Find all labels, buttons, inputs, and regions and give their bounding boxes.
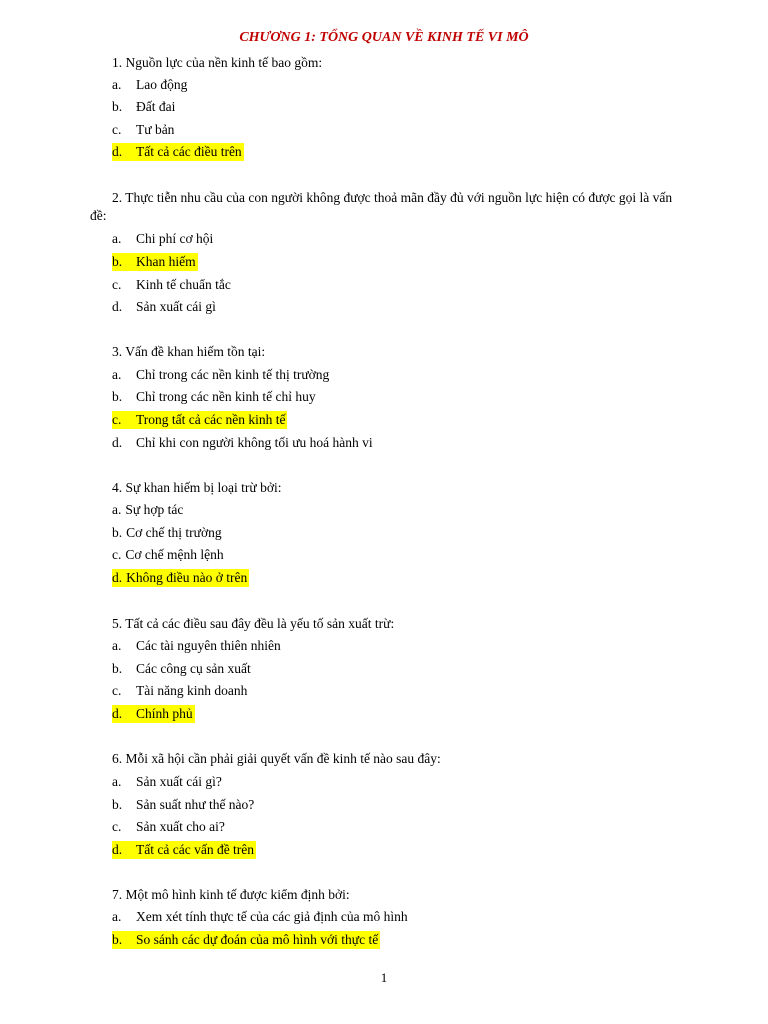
question-3: 3. Vấn đề khan hiếm tồn tại: <box>112 344 266 359</box>
option-6a: a. Sản xuất cái gì? <box>112 774 222 789</box>
option-1d-correct: d. Tất cả các điều trên <box>112 144 242 159</box>
option-5a: a. Các tài nguyên thiên nhiên <box>112 638 281 653</box>
option-2d: d. Sản xuất cái gì <box>112 299 216 314</box>
option-2a: a. Chi phí cơ hội <box>112 231 214 246</box>
option-7a: a. Xem xét tính thực tế của các giả định của mô hình <box>112 909 408 924</box>
question-6: 6. Mỗi xã hội cần phải giải quyết vấn đề kinh tế nào sau đây: <box>112 751 441 766</box>
option-5b: b. Các công cụ sản xuất <box>112 661 251 676</box>
question-1: 1. Nguồn lực của nền kinh tế bao gồm: <box>112 55 323 70</box>
option-6d-correct: d. Tất cả các vấn đề trên <box>112 842 255 857</box>
option-6b: b. Sản suất như thế nào? <box>112 797 255 812</box>
option-5c: c. Tài năng kinh doanh <box>112 683 248 698</box>
option-3c-correct: c. Trong tất cả các nền kinh tế <box>112 412 286 427</box>
option-1b: b. Đất đai <box>112 99 176 114</box>
option-1c: c. Tư bản <box>112 122 175 137</box>
option-2c: c. Kinh tế chuẩn tắc <box>112 277 231 292</box>
option-5d-correct: d. Chính phủ <box>112 706 193 721</box>
option-7b-correct: b. So sánh các dự đoán của mô hình với thực tế <box>112 932 379 947</box>
option-3a: a. Chỉ trong các nền kinh tế thị trường <box>112 367 330 382</box>
option-3b: b. Chỉ trong các nền kinh tế chỉ huy <box>112 389 316 404</box>
page-number: 1 <box>380 970 388 985</box>
option-4c: c. Cơ chế mệnh lệnh <box>112 547 224 562</box>
option-4b: b. Cơ chế thị trường <box>112 525 222 540</box>
question-7: 7. Một mô hình kinh tế được kiểm định bởi: <box>112 887 350 902</box>
option-1a: a. Lao động <box>112 77 188 92</box>
chapter-title: CHƯƠNG 1: TỔNG QUAN VỀ KINH TẾ VI MÔ <box>239 30 529 45</box>
question-2: 2. Thực tiễn nhu cầu của con người không được thoả mãn đầy đủ với nguồn lực hiện có được gọi là vấn đề: <box>90 190 673 223</box>
option-4d-correct: d. Không điều nào ở trên <box>112 570 248 585</box>
question-4: 4. Sự khan hiếm bị loại trừ bởi: <box>112 480 282 495</box>
option-3d: d. Chỉ khi con người không tối ưu hoá hành vi <box>112 435 373 450</box>
option-2b-correct: b. Khan hiếm <box>112 254 196 269</box>
option-4a: a. Sự hợp tác <box>112 502 184 517</box>
question-5: 5. Tất cả các điều sau đây đều là yếu tố sản xuất trừ: <box>112 616 395 631</box>
option-6c: c. Sản xuất cho ai? <box>112 819 225 834</box>
